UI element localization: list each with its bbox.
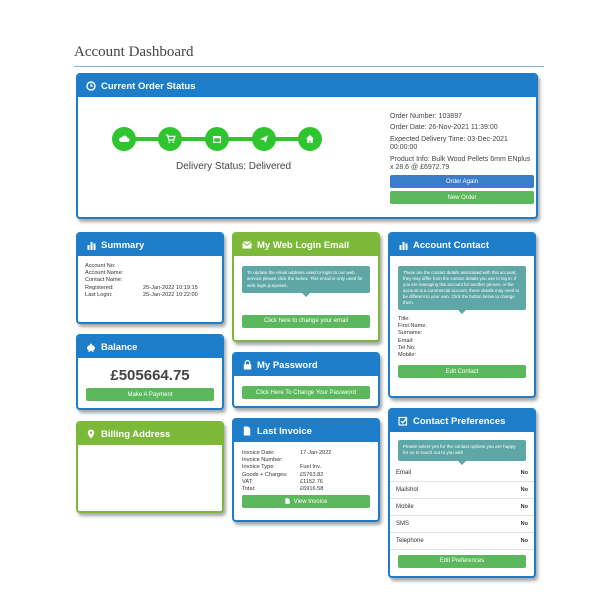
password-header	[234, 354, 378, 376]
web-login-panel	[232, 232, 380, 342]
order-date: Order Date: 26-Nov-2021 11:39:00	[390, 124, 498, 132]
web-login-heading: My Web Login Email	[257, 239, 350, 251]
contact-field: Title:	[398, 316, 410, 322]
account-contact-heading: Account Contact	[413, 239, 489, 251]
invoice-row	[242, 457, 370, 464]
view-invoice-label: View Invoice	[293, 498, 328, 505]
summary-row	[85, 277, 215, 284]
delivery-status-text: Delivery Status: Delivered	[176, 161, 292, 172]
preference-row-sms[interactable]	[390, 516, 534, 533]
summary-panel	[76, 232, 224, 324]
bar-chart-icon	[86, 240, 96, 250]
account-contact-panel	[388, 232, 536, 398]
last-invoice-panel	[232, 418, 380, 522]
preference-label: Telephone	[396, 537, 424, 544]
invoice-label: Goods + Charges:	[242, 471, 288, 478]
web-login-tip: To update the email address used to login to our web service please click the below. This email is only used for web login purposes.	[242, 266, 370, 293]
account-contact-header	[390, 234, 534, 256]
preference-label: SMS	[396, 520, 410, 527]
invoice-label: Invoice Type:	[242, 464, 275, 471]
preference-value: No	[520, 520, 528, 527]
product-info: Product Info: Bulk Wood Pellets 6mm ENplus x 28.6 @ £6972.79	[390, 155, 531, 172]
billing-address-header	[78, 423, 222, 445]
invoice-label: Total:	[242, 486, 256, 493]
preference-value: No	[520, 469, 528, 476]
contact-preferences-tip: Please select yes for the contact options you are happy for us to reach out to you with	[398, 440, 526, 461]
summary-row	[85, 270, 215, 277]
contact-field: Tel No:	[398, 344, 416, 351]
preference-row-mailshot[interactable]	[390, 482, 534, 499]
summary-row	[85, 292, 215, 299]
billing-address-heading: Billing Address	[101, 428, 171, 440]
cart-icon	[158, 127, 182, 151]
document-icon	[242, 426, 252, 436]
lock-icon	[242, 360, 252, 370]
last-invoice-heading: Last Invoice	[257, 425, 312, 437]
calendar-icon	[205, 127, 229, 151]
preference-value: No	[520, 486, 528, 493]
invoice-row	[242, 450, 370, 457]
summary-value: 25-Jan-2022 10:19:15	[143, 284, 198, 291]
checkbox-icon	[398, 416, 408, 426]
invoice-row	[242, 464, 370, 471]
edit-contact-button[interactable]: Edit Contact	[398, 365, 526, 378]
change-password-button[interactable]: Click Here To Change Your Password	[242, 386, 370, 399]
contact-preferences-panel	[388, 408, 536, 578]
invoice-value: £1152.76	[300, 478, 323, 485]
view-invoice-button[interactable]	[242, 495, 370, 508]
preference-row-email[interactable]	[390, 465, 534, 482]
title-divider	[74, 66, 544, 67]
invoice-rows	[234, 442, 378, 493]
summary-rows	[78, 256, 222, 306]
summary-label: Account Name:	[85, 270, 124, 277]
contact-preferences-header	[390, 410, 534, 432]
preferences-list	[390, 465, 534, 550]
contact-field: First Name:	[398, 323, 427, 330]
invoice-value: £6916.58	[300, 486, 324, 493]
piggy-bank-icon	[86, 342, 96, 352]
balance-header	[78, 336, 222, 358]
account-contact-tip: These are the contact details associated with this account, they may differ from the contact details you use to log in. If you are managing this account for another person, or the account is a commercial account, these details may need to be different to your own. Click the button below to change them.	[398, 266, 526, 310]
order-details	[390, 113, 534, 204]
summary-label: Last Login:	[85, 291, 113, 298]
invoice-value: Fuel Inv.	[300, 464, 322, 471]
preference-label: Mailshot	[396, 486, 419, 493]
send-icon	[252, 127, 276, 151]
invoice-row	[242, 472, 370, 479]
order-status-heading: Current Order Status	[101, 80, 196, 92]
order-status-header	[78, 75, 536, 97]
order-status-panel	[76, 73, 538, 219]
preference-row-telephone[interactable]	[390, 533, 534, 550]
contact-field: Surname:	[398, 330, 423, 337]
map-marker-icon	[86, 429, 96, 439]
change-email-button[interactable]: Click here to change your email	[242, 315, 370, 328]
preference-value: No	[520, 503, 528, 510]
invoice-label: VAT:	[242, 478, 253, 485]
preference-row-mobile[interactable]	[390, 499, 534, 516]
contact-fields	[390, 310, 534, 359]
billing-address-panel	[76, 421, 224, 513]
new-order-button[interactable]: New Order	[390, 191, 534, 204]
clock-icon	[86, 81, 96, 91]
balance-heading: Balance	[101, 341, 138, 353]
delivery-progress	[112, 127, 322, 151]
edit-preferences-button[interactable]: Edit Preferences	[398, 555, 526, 568]
invoice-value: £5763.82	[300, 471, 324, 478]
expected-delivery: Expected Delivery Time: 03-Dec-2021 00:00:00	[390, 135, 508, 152]
bar-chart-icon	[398, 240, 408, 250]
order-again-button[interactable]: Order Again	[390, 175, 534, 188]
page-title: Account Dashboard	[74, 44, 194, 60]
invoice-value: 17-Jan-2022	[300, 450, 332, 456]
contact-preferences-heading: Contact Preferences	[413, 415, 506, 427]
summary-label: Account No:	[85, 263, 116, 269]
invoice-label: Invoice Date:	[242, 450, 275, 456]
password-panel	[232, 352, 380, 408]
preference-value: No	[520, 537, 528, 544]
invoice-label: Invoice Number:	[242, 457, 283, 464]
preference-label: Email	[396, 469, 412, 476]
balance-panel	[76, 334, 224, 410]
summary-label: Contact Name:	[85, 277, 123, 284]
summary-heading: Summary	[101, 239, 145, 251]
contact-field: Email:	[398, 337, 414, 344]
balance-amount: £505664.75	[110, 367, 190, 384]
home-icon	[298, 127, 322, 151]
make-payment-button[interactable]: Make A Payment	[86, 388, 214, 401]
invoice-row	[242, 486, 370, 493]
summary-value: 25-Jan-2022 10:22:00	[143, 291, 198, 298]
invoice-row	[242, 479, 370, 486]
summary-row	[85, 285, 215, 292]
password-heading: My Password	[257, 359, 318, 371]
web-login-header	[234, 234, 378, 256]
cloud-icon	[112, 127, 136, 151]
preference-label: Mobile	[396, 503, 414, 510]
contact-field: Mobile:	[398, 352, 417, 359]
order-number: Order Number: 103897	[390, 113, 462, 120]
last-invoice-header	[234, 420, 378, 442]
summary-header	[78, 234, 222, 256]
summary-row	[85, 263, 215, 270]
envelope-icon	[242, 240, 252, 250]
file-icon	[285, 498, 290, 506]
summary-label: Registered:	[85, 284, 114, 291]
